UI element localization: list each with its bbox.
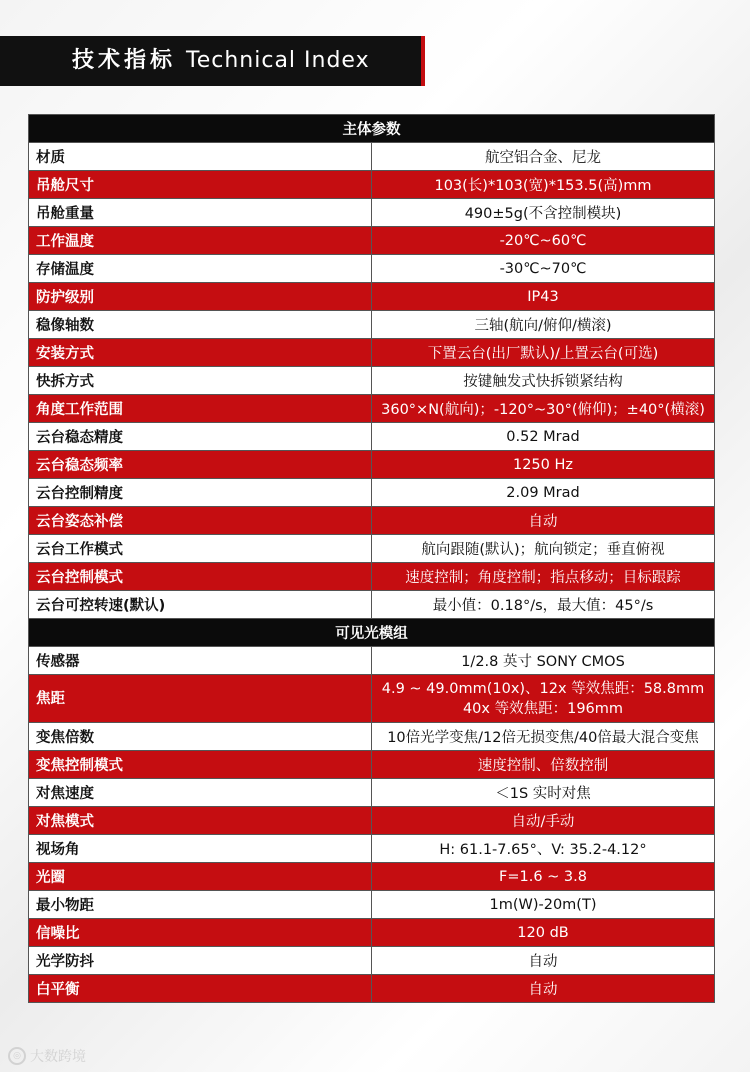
row-value: 自动 — [372, 947, 715, 975]
row-label: 云台可控转速(默认) — [29, 591, 372, 619]
table-row — [29, 563, 715, 591]
row-label: 工作温度 — [29, 227, 372, 255]
row-label: 光圈 — [29, 863, 372, 891]
page-title-cn: 技术指标 — [72, 48, 177, 73]
table-row — [29, 395, 715, 423]
row-label: 防护级别 — [29, 283, 372, 311]
table-row — [29, 451, 715, 479]
table-row — [29, 975, 715, 1003]
row-value: 1/2.8 英寸 SONY CMOS — [372, 647, 715, 675]
table-row — [29, 807, 715, 835]
table-row — [29, 283, 715, 311]
row-value: 航向跟随(默认)；航向锁定；垂直俯视 — [372, 535, 715, 563]
row-value: -20℃~60℃ — [372, 227, 715, 255]
row-label: 变焦倍数 — [29, 723, 372, 751]
table-row — [29, 751, 715, 779]
row-label: 材质 — [29, 143, 372, 171]
watermark-logo-icon: ◎ — [8, 1047, 26, 1065]
row-value: 速度控制；角度控制；指点移动；目标跟踪 — [372, 563, 715, 591]
row-value-line2: 40x 等效焦距：196mm — [462, 700, 624, 717]
table-row — [29, 311, 715, 339]
row-value: 自动/手动 — [372, 807, 715, 835]
row-label: 最小物距 — [29, 891, 372, 919]
row-label: 传感器 — [29, 647, 372, 675]
row-value: 最小值：0.18°/s，最大值：45°/s — [372, 591, 715, 619]
row-value: H: 61.1-7.65°、V: 35.2-4.12° — [372, 835, 715, 863]
table-row — [29, 479, 715, 507]
section-header — [29, 619, 715, 647]
row-value: 自动 — [372, 507, 715, 535]
row-label: 对焦速度 — [29, 779, 372, 807]
row-label: 白平衡 — [29, 975, 372, 1003]
table-row — [29, 507, 715, 535]
table-row — [29, 423, 715, 451]
table-row — [29, 947, 715, 975]
row-value: 三轴(航向/俯仰/横滚) — [372, 311, 715, 339]
row-value: IP43 — [372, 283, 715, 311]
table-row — [29, 255, 715, 283]
row-label: 角度工作范围 — [29, 395, 372, 423]
table-row — [29, 723, 715, 751]
row-value: 1m(W)-20m(T) — [372, 891, 715, 919]
row-value-multiline — [372, 675, 715, 723]
watermark-text: 大数跨境 — [30, 1049, 86, 1065]
table-row — [29, 171, 715, 199]
row-value: 2.09 Mrad — [372, 479, 715, 507]
row-label: 焦距 — [29, 675, 372, 723]
spec-table — [28, 114, 715, 1003]
row-value: 10倍光学变焦/12倍无损变焦/40倍最大混合变焦 — [372, 723, 715, 751]
table-row — [29, 863, 715, 891]
row-value: 360°×N(航向)；-120°~30°(俯仰)；±40°(横滚) — [372, 395, 715, 423]
watermark — [8, 1046, 86, 1066]
table-row — [29, 535, 715, 563]
table-row — [29, 199, 715, 227]
table-row — [29, 227, 715, 255]
row-value-line1: 4.9 ~ 49.0mm(10x)、12x 等效焦距：58.8mm — [381, 680, 705, 697]
table-row — [29, 779, 715, 807]
row-label: 稳像轴数 — [29, 311, 372, 339]
row-value: 120 dB — [372, 919, 715, 947]
row-value: -30℃~70℃ — [372, 255, 715, 283]
row-label: 对焦模式 — [29, 807, 372, 835]
row-label: 安装方式 — [29, 339, 372, 367]
row-value: F=1.6 ~ 3.8 — [372, 863, 715, 891]
header-accent-bar — [421, 36, 425, 86]
row-value: 103(长)*103(宽)*153.5(高)mm — [372, 171, 715, 199]
row-label: 吊舱尺寸 — [29, 171, 372, 199]
row-label: 视场角 — [29, 835, 372, 863]
table-row — [29, 339, 715, 367]
row-value: 0.52 Mrad — [372, 423, 715, 451]
row-label: 变焦控制模式 — [29, 751, 372, 779]
row-label: 云台稳态精度 — [29, 423, 372, 451]
row-value: 下置云台(出厂默认)/上置云台(可选) — [372, 339, 715, 367]
table-row — [29, 891, 715, 919]
section-title: 可见光模组 — [29, 619, 715, 647]
table-row — [29, 835, 715, 863]
row-label: 光学防抖 — [29, 947, 372, 975]
row-label: 存储温度 — [29, 255, 372, 283]
row-value: 自动 — [372, 975, 715, 1003]
row-label: 云台控制模式 — [29, 563, 372, 591]
row-value: ＜1S 实时对焦 — [372, 779, 715, 807]
row-value: 按键触发式快拆锁紧结构 — [372, 367, 715, 395]
row-label: 信噪比 — [29, 919, 372, 947]
row-value: 航空铝合金、尼龙 — [372, 143, 715, 171]
row-label: 云台稳态频率 — [29, 451, 372, 479]
row-value: 1250 Hz — [372, 451, 715, 479]
section-title: 主体参数 — [29, 115, 715, 143]
row-label: 云台工作模式 — [29, 535, 372, 563]
table-row — [29, 143, 715, 171]
table-row — [29, 647, 715, 675]
table-row — [29, 675, 715, 723]
page-title — [72, 36, 370, 86]
row-label: 吊舱重量 — [29, 199, 372, 227]
row-label: 云台控制精度 — [29, 479, 372, 507]
table-row — [29, 919, 715, 947]
row-value: 速度控制、倍数控制 — [372, 751, 715, 779]
table-row — [29, 367, 715, 395]
row-label: 云台姿态补偿 — [29, 507, 372, 535]
section-header — [29, 115, 715, 143]
row-value: 490±5g(不含控制模块) — [372, 199, 715, 227]
page-title-en: Technical Index — [186, 48, 370, 73]
table-row — [29, 591, 715, 619]
row-label: 快拆方式 — [29, 367, 372, 395]
